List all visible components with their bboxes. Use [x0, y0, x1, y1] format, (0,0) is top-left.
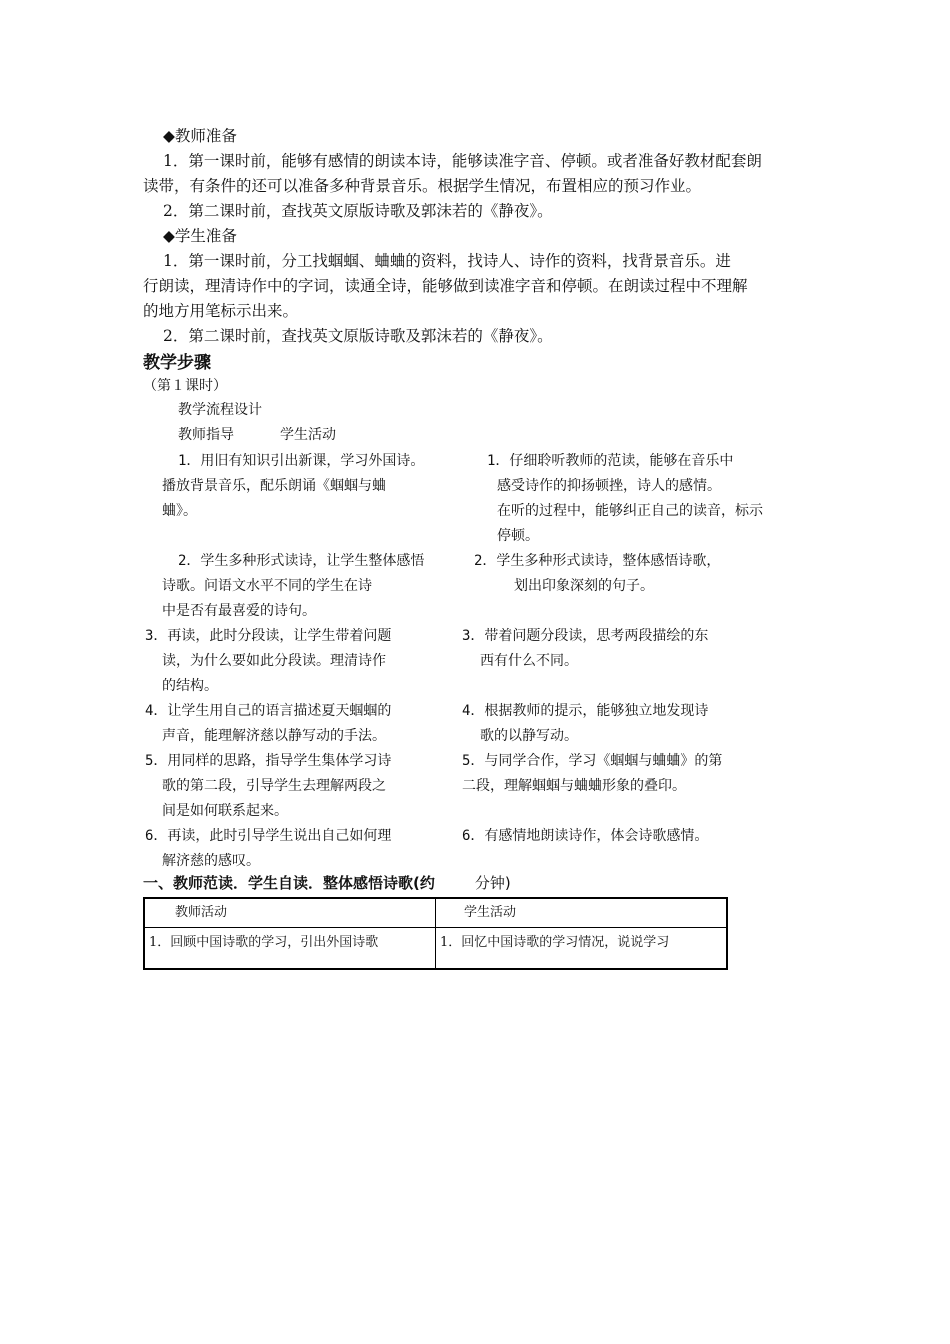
teacher-prep-heading: ◆教师准备	[163, 127, 237, 145]
flow-row3-teacher-line3: 的结构。	[162, 678, 218, 694]
flow-row2-student-line1: 2．学生多种形式读诗，整体感悟诗歌，	[474, 553, 721, 569]
flow-row5-student-line2: 二段，理解蝈蝈与蛐蛐形象的叠印。	[462, 778, 686, 794]
flow-row2-teacher-line1: 2．学生多种形式读诗，让学生整体感悟	[178, 553, 425, 569]
flow-row4-student-line1: 4．根据教师的提示，能够独立地发现诗	[462, 703, 709, 719]
teacher-prep-item1-line2: 读带，有条件的还可以准备多种背景音乐。根据学生情况，布置相应的预习作业。	[143, 177, 702, 195]
student-prep-item2: 2．第二课时前，查找英文原版诗歌及郭沫若的《静夜》。	[163, 327, 553, 345]
flow-row2-student-line2: 划出印象深刻的句子。	[514, 578, 654, 594]
table-row	[144, 928, 727, 970]
table-header-teacher: 教师活动	[144, 898, 436, 928]
flow-row1-student-line1: 1．仔细聆听教师的范读，能够在音乐中	[487, 453, 734, 469]
section1-title	[143, 872, 511, 894]
flow-row1-teacher-line1: 1．用旧有知识引出新课，学习外国诗。	[178, 453, 425, 469]
flow-row1-teacher-line3: 蛐》。	[162, 503, 197, 519]
flow-col-teacher: 教师指导	[178, 427, 234, 443]
flow-row1-student-line2: 感受诗作的抑扬顿挫，诗人的感情。	[497, 478, 721, 494]
flow-row3-teacher-line1: 3．再读，此时分段读，让学生带着问题	[145, 628, 392, 644]
flow-row2-teacher-line3: 中是否有最喜爱的诗句。	[162, 603, 316, 619]
flow-row4-student-line2: 歌的以静写动。	[480, 728, 578, 744]
student-prep-heading: ◆学生准备	[163, 227, 237, 245]
flow-row3-student-line1: 3．带着问题分段读，思考两段描绘的东	[462, 628, 709, 644]
flow-row1-student-line3: 在听的过程中，能够纠正自己的读音，标示	[497, 503, 763, 519]
flow-row6-student-line1: 6．有感情地朗读诗作，体会诗歌感情。	[462, 828, 709, 844]
flow-row5-teacher-line1: 5．用同样的思路，指导学生集体学习诗	[145, 753, 392, 769]
flow-row2-teacher-line2: 诗歌。问语文水平不同的学生在诗	[162, 578, 372, 594]
flow-col-student: 学生活动	[280, 427, 336, 443]
flow-row6-teacher-line1: 6．再读，此时引导学生说出自己如何理	[145, 828, 392, 844]
period-label: （第１课时）	[143, 378, 227, 394]
flow-row5-teacher-line3: 间是如何联系起来。	[162, 803, 288, 819]
flow-row6-teacher-line2: 解济慈的感叹。	[162, 853, 260, 869]
table-cell-student: 1．回忆中国诗歌的学习情况，说说学习	[436, 928, 728, 970]
flow-row1-teacher-line2: 播放背景音乐，配乐朗诵《蝈蝈与蛐	[162, 478, 386, 494]
flow-row3-teacher-line2: 读，为什么要如此分段读。理清诗作	[162, 653, 386, 669]
table-header-student: 学生活动	[436, 898, 728, 928]
activity-table	[143, 897, 728, 970]
student-prep-item1-line2: 行朗读，理清诗作中的字词，读通全诗，能够做到读准字音和停顿。在朗读过程中不理解	[143, 277, 748, 295]
table-cell-teacher: 1．回顾中国诗歌的学习，引出外国诗歌	[144, 928, 436, 970]
flow-row5-teacher-line2: 歌的第二段，引导学生去理解两段之	[162, 778, 386, 794]
flow-row5-student-line1: 5．与同学合作，学习《蝈蝈与蛐蛐》的第	[462, 753, 723, 769]
teacher-prep-item2: 2．第二课时前，查找英文原版诗歌及郭沫若的《静夜》。	[163, 202, 553, 220]
flow-row4-teacher-line2: 声音，能理解济慈以静写动的手法。	[162, 728, 386, 744]
section1-title-main: 一、教师范读．学生自读．整体感悟诗歌(约	[143, 874, 435, 892]
table-header-row	[144, 898, 727, 928]
student-prep-item1-line1: 1．第一课时前，分工找蝈蝈、蛐蛐的资料，找诗人、诗作的资料，找背景音乐。进	[163, 252, 731, 270]
flow-title: 教学流程设计	[178, 402, 262, 418]
flow-row1-student-line4: 停顿。	[497, 528, 539, 544]
flow-row4-teacher-line1: 4．让学生用自己的语言描述夏天蝈蝈的	[145, 703, 392, 719]
student-prep-item1-line3: 的地方用笔标示出来。	[143, 302, 299, 320]
flow-row3-student-line2: 西有什么不同。	[480, 653, 578, 669]
steps-heading: 教学步骤	[143, 353, 211, 373]
teacher-prep-item1-line1: 1．第一课时前，能够有感情的朗读本诗，能够读准字音、停顿。或者准备好教材配套朗	[163, 152, 762, 170]
section1-title-unit: 分钟)	[474, 874, 511, 892]
